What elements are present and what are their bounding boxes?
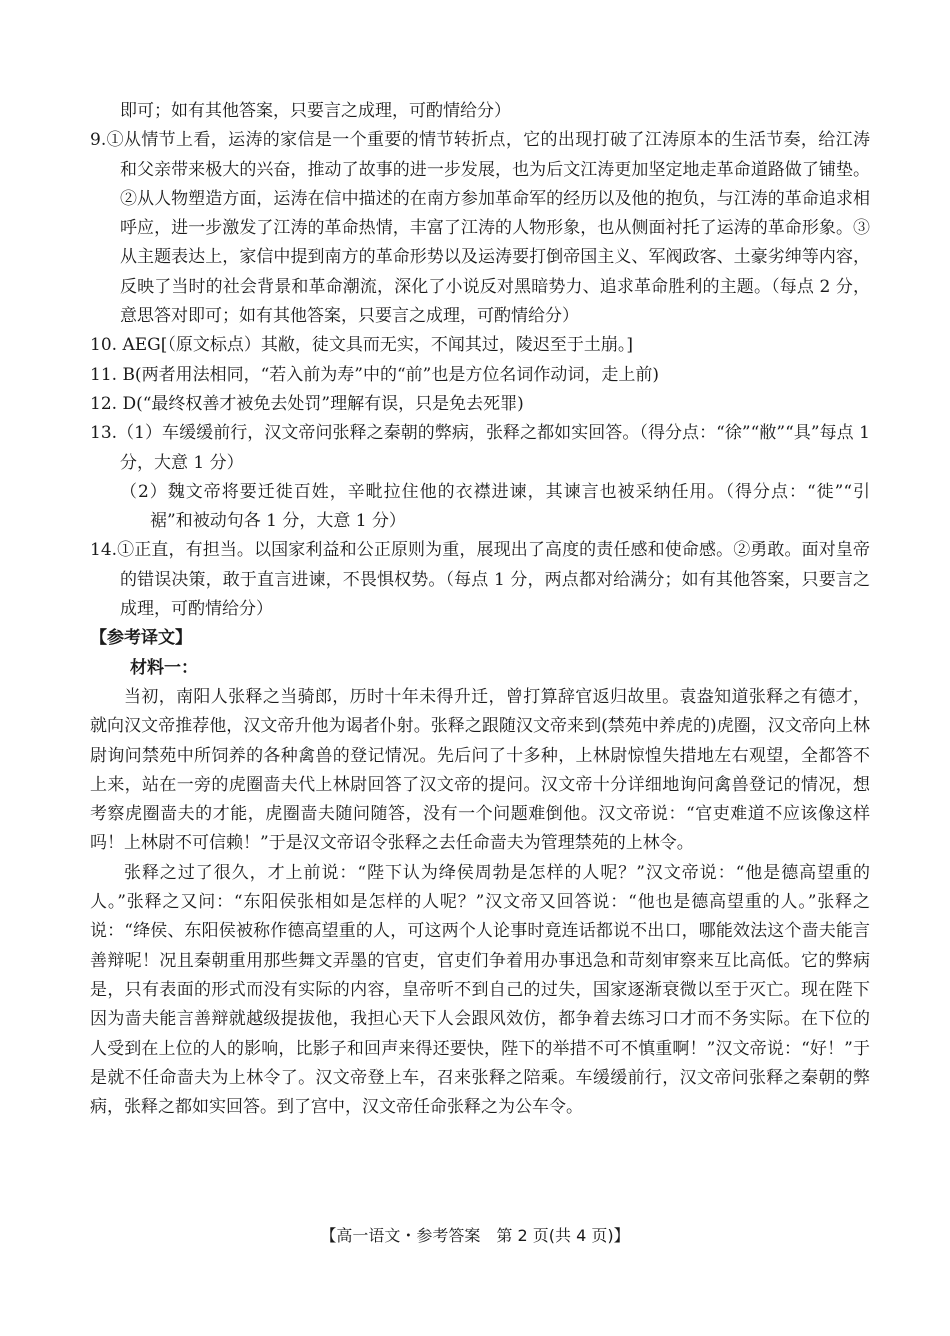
answer-9: 9.①从情节上看，运涛的家信是一个重要的情节转折点，它的出现打破了江涛原本的生活节奏，给江涛和父亲带来极大的兴奋，推动了故事的进一步发展，也为后文江涛更加坚定地走革命道路做了铺垫。②从人物塑造方面，运涛在信中描述的在南方参加革命军的经历以及他的抱负，与江涛的革命追求相呼应，进一步激发了江涛的革命热情，丰富了江涛的人物形象，也从侧面衬托了运涛的革命形象。③从主题表达上，家信中提到南方的革命形势以及运涛要打倒帝国主义、军阀政客、土豪劣绅等内容，反映了当时的社会背景和革命潮流，深化了小说反对黑暗势力、追求革命胜利的主题。（每点 2 分，意思答对即可；如有其他答案，只要言之成理，可酌情给分） xyxy=(90,130,870,327)
answer-13-part1: 13.（1）车缓缓前行，汉文帝问张释之秦朝的弊病，张释之都如实回答。（得分点：“徐”“敝”“具”每点 1 分，大意 1 分） xyxy=(90,423,870,473)
translation-paragraph-2: 张释之过了很久，才上前说：“陛下认为绛侯周勃是怎样的人呢？”汉文帝说：“他是德高望重的人。”张释之又问：“东阳侯张相如是怎样的人呢？”汉文帝又回答说：“他也是德高望重的人。”张释之说：“绛侯、东阳侯被称作德高望重的人，可这两个人论事时竟连话都说不出口，哪能效法这个啬夫能言善辩呢！况且秦朝重用那些舞文弄墨的官吏，官吏们争着用办事迅急和苛刻审察来互比高低。它的弊病是，只有表面的形式而没有实际的内容，皇帝听不到自己的过失，国家逐渐衰微以至于灭亡。现在陛下因为啬夫能言善辩就越级提拔他，我担心天下人会跟风效仿，都争着去练习口才而不务实际。在下位的人受到在上位的人的影响，比影子和回声来得还要快，陛下的举措不可不慎重啊！”汉文帝说：“好！”于是就不任命啬夫为上林令了。汉文帝登上车，召来张释之陪乘。车缓缓前行，汉文帝问张释之秦朝的弊病，张释之都如实回答。到了宫中，汉文帝任命张释之为公车令。 xyxy=(90,862,870,1118)
answer-8-tail: 即可；如有其他答案，只要言之成理，可酌情给分） xyxy=(120,101,511,121)
answer-10: 10. AEG[（原文标点）其敝，徒文具而无实，不闻其过，陵迟至于土崩。] xyxy=(90,335,633,356)
translation-heading: 【参考译文】 xyxy=(90,628,192,649)
material-one-label: 材料一： xyxy=(130,657,198,678)
answer-12: 12. D(“最终权善才被免去处罚”理解有误，只是免去死罪) xyxy=(90,393,524,414)
answer-14: 14.①正直，有担当。以国家利益和公正原则为重，展现出了高度的责任感和使命感。②勇敢。面对皇帝的错误决策，敢于直言进谏，不畏惧权势。（每点 1 分，两点都对给满分；如有其他答案，只要言之成理，可酌情给分） xyxy=(90,540,870,620)
translation-paragraph-1: 当初，南阳人张释之当骑郎，历时十年未得升迁，曾打算辞官返归故里。袁盎知道张释之有德才，就向汉文帝推荐他，汉文帝升他为谒者仆射。张释之跟随汉文帝来到(禁苑中养虎的)虎圈，汉文帝向上林尉询问禁苑中所饲养的各种禽兽的登记情况。先后问了十多种，上林尉惊惶失措地左右观望，全都答不上来，站在一旁的虎圈啬夫代上林尉回答了汉文帝的提问。汉文帝十分详细地询问禽兽登记的情况，想考察虎圈啬夫的才能，虎圈啬夫随问随答，没有一个问题难倒他。汉文帝说：“官吏难道不应该像这样吗！上林尉不可信赖！”于是汉文帝诏令张释之去任命啬夫为管理禁苑的上林令。 xyxy=(90,686,870,854)
page-content xyxy=(90,97,870,1122)
answer-13-part2: （2）魏文帝将要迁徙百姓，辛毗拉住他的衣襟进谏，其谏言也被采纳任用。（得分点：“徙”“引裾”和被动句各 1 分，大意 1 分） xyxy=(120,481,870,532)
page-footer: 【高一语文・参考答案 第 2 页(共 4 页)】 xyxy=(320,1226,630,1245)
answer-11: 11. B(两者用法相同，“若入前为寿”中的“前”也是方位名词作动词，走上前) xyxy=(90,364,659,385)
